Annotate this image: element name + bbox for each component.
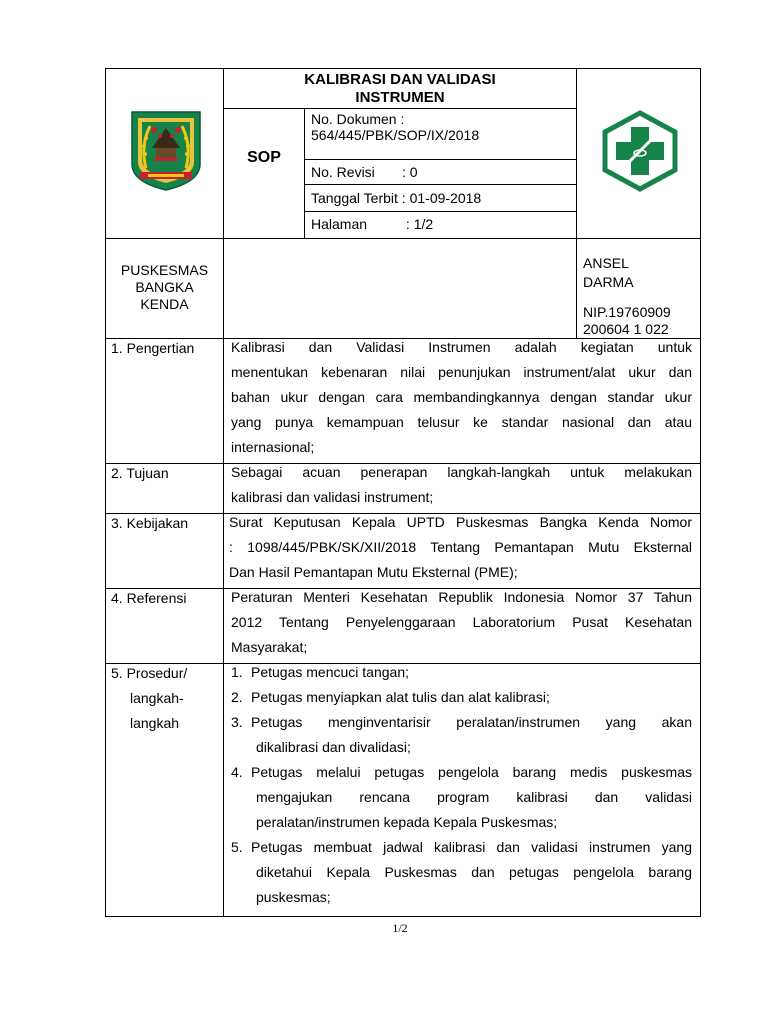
section-label-referensi: 4. Referensi [111,590,187,606]
procedure-step: 1. Petugas mencuci tangan; [231,664,409,680]
page-number: 1/2 [392,921,408,935]
puskesmas-logo [598,109,682,193]
section-label-pengertian: 1. Pengertian [111,340,195,356]
institution-name: PUSKESMAS BANGKA KENDA [120,262,209,312]
section-body-pengertian: Kalibrasi dan Validasi Instrumen adalah kegiatan untuk menentukan kebenaran nilai penunjukan instrument/alat ukur dan bahan ukur dengan cara membandingkannya dengan standar ukur yang punya kemampuan telusur ke standar nasional dan atau internasional; [231,339,692,455]
no-revisi: No. Revisi : 0 [311,164,418,180]
document-title: KALIBRASI DAN VALIDASI INSTRUMEN [304,71,496,106]
no-dokumen-label: No. Dokumen : [311,111,405,127]
procedure-step: 3. Petugas menginventarisir peralatan/instrumen yang akan dikalibrasi dan divalidasi; [231,714,692,755]
section-body-kebijakan: Surat Keputusan Kepala UPTD Puskesmas Bangka Kenda Nomor : 1098/445/PBK/SK/XII/2018 Tentang Pemantapan Mutu Eksternal Dan Hasil Pemantapan Mutu Eksternal (PME); [229,514,692,580]
section-body-tujuan: Sebagai acuan penerapan langkah-langkah untuk melakukan kalibrasi dan validasi instrument; [231,464,692,505]
procedure-list [231,660,692,910]
section-label-prosedur: 5. Prosedur/ langkah- langkah [111,665,188,731]
procedure-step: 4. Petugas melalui petugas pengelola barang medis puskesmas mengajukan rencana program kalibrasi dan validasi peralatan/instrumen kepada Kepala Puskesmas; [231,764,692,830]
tanggal-terbit: Tanggal Terbit : 01-09-2018 [311,190,482,206]
halaman: Halaman : 1/2 [311,216,434,232]
section-label-kebijakan: 3. Kebijakan [111,515,189,531]
procedure-step: 2. Petugas menyiapkan alat tulis dan alat kalibrasi; [231,689,550,705]
signatory-nip: NIP.19760909 200604 1 022 [583,304,671,337]
section-body-referensi: Peraturan Menteri Kesehatan Republik Indonesia Nomor 37 Tahun 2012 Tentang Penyelenggaraan Laboratorium Pusat Kesehatan Masyarakat; [231,589,692,655]
section-label-tujuan: 2. Tujuan [111,465,169,481]
sop-label: SOP [247,149,281,166]
procedure-step: 5. Petugas membuat jadwal kalibrasi dan validasi instrumen yang diketahui Kepala Puskesmas dan petugas pengelola barang puskesmas; [231,839,692,905]
signatory-name: ANSEL DARMA [583,255,634,290]
no-dokumen-value: 564/445/PBK/SOP/IX/2018 [311,127,480,143]
regency-emblem-logo [126,108,206,192]
